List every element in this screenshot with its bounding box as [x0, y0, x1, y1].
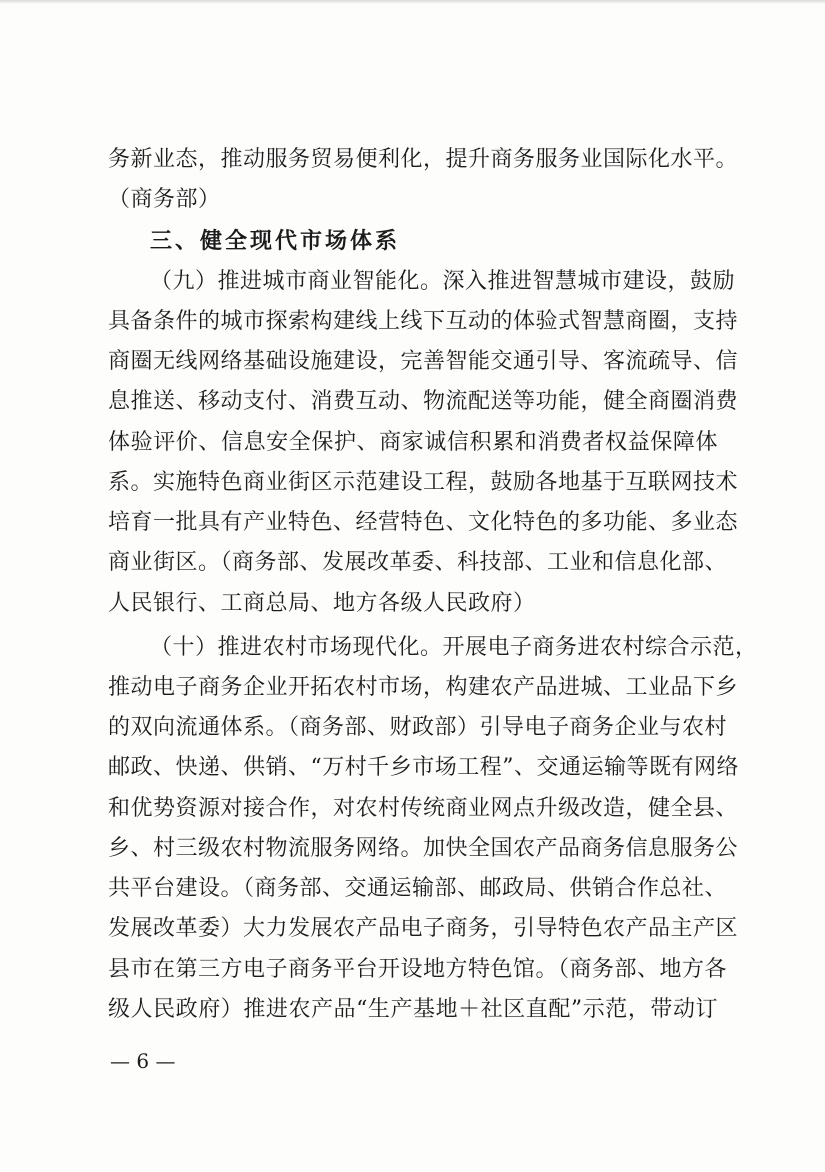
paragraph-10-line-4: 邮政、快递、供销、“万村千乡市场工程”、交通运输等既有网络 — [108, 755, 739, 780]
section-heading: 三、健全现代市场体系 — [150, 228, 401, 254]
scan-edge — [0, 0, 825, 4]
body-line-agency-note: （商务部） — [108, 187, 221, 212]
paragraph-9-line-4: 息推送、移动支付、消费互动、物流配送等功能，健全商圈消费 — [108, 389, 739, 414]
paragraph-10-line-2: 推动电子商务企业开拓农村市场，构建农产品进城、工业品下乡 — [108, 675, 739, 700]
paragraph-10-line-6: 乡、村三级农村物流服务网络。加快全国农产品商务信息服务公 — [108, 836, 739, 861]
paragraph-9-line-1: （九）推进城市商业智能化。深入推进智慧城市建设，鼓励 — [150, 269, 736, 294]
paragraph-10-line-5: 和优势资源对接合作，对农村传统商业网点升级改造，健全县、 — [108, 796, 739, 821]
paragraph-9-line-6: 系。实施特色商业街区示范建设工程，鼓励各地基于互联网技术 — [108, 470, 739, 495]
paragraph-9-line-7: 培育一批具有产业特色、经营特色、文化特色的多功能、多业态 — [108, 510, 739, 535]
page-number: — 6 — — [110, 1049, 176, 1073]
paragraph-10-line-1: （十）推进农村市场现代化。开展电子商务进农村综合示范， — [150, 635, 758, 660]
paragraph-9-line-2: 具备条件的城市探索构建线上线下互动的体验式智慧商圈，支持 — [108, 309, 739, 334]
paragraph-10-line-10: 级人民政府）推进农产品“生产基地＋社区直配”示范，带动订 — [108, 997, 718, 1022]
body-line-continuation: 务新业态，推动服务贸易便利化，提升商务服务业国际化水平。 — [108, 147, 739, 172]
paragraph-10-line-3: 的双向流通体系。（商务部、财政部）引导电子商务企业与农村 — [108, 715, 728, 740]
paragraph-9-line-3: 商圈无线网络基础设施建设，完善智能交通引导、客流疏导、信 — [108, 349, 739, 374]
paragraph-9-line-8: 商业街区。（商务部、发展改革委、科技部、工业和信息化部、 — [108, 550, 728, 575]
paragraph-10-line-9: 县市在第三方电子商务平台开设地方特色馆。（商务部、地方各 — [108, 957, 728, 982]
paragraph-9-line-5: 体验评价、信息安全保护、商家诚信积累和消费者权益保障体 — [108, 430, 718, 455]
paragraph-9-line-9: 人民银行、工商总局、地方各级人民政府） — [108, 591, 536, 616]
paragraph-10-line-7: 共平台建设。（商务部、交通运输部、邮政局、供销合作总社、 — [108, 876, 728, 901]
paragraph-10-line-8: 发展改革委）大力发展农产品电子商务，引导特色农产品主产区 — [108, 916, 739, 941]
